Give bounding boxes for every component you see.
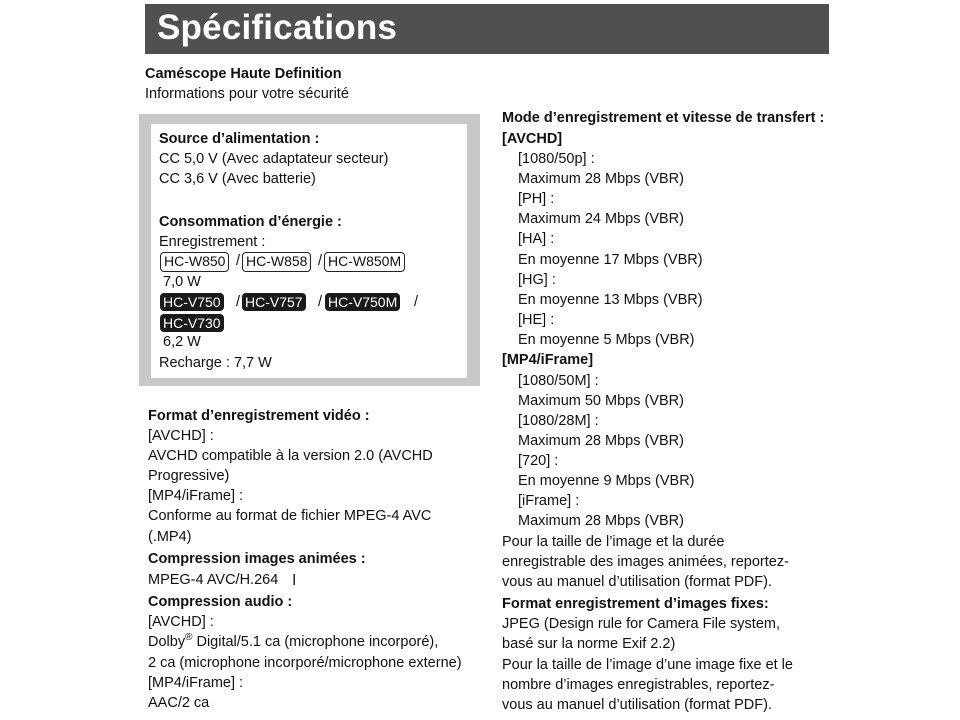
mode-value: En moyenne 13 Mbps (VBR)	[518, 292, 703, 308]
mode-label: [720] :	[518, 453, 559, 469]
still-format-heading: Format enregistrement d’images fixes:	[502, 596, 769, 612]
mode-value: En moyenne 5 Mbps (VBR)	[518, 332, 695, 348]
consumption-heading: Consommation d’énergie :	[159, 214, 342, 230]
separator: /	[318, 294, 323, 310]
model-badge: HC-V730	[160, 314, 224, 332]
note-line: Pour la taille de l’image et la durée	[502, 534, 725, 550]
power-value: 7,0 W	[163, 274, 201, 290]
spec-line: [AVCHD] :	[148, 428, 214, 444]
spec-line: [MP4/iFrame] :	[148, 488, 244, 504]
power-heading: Source d’alimentation :	[159, 131, 320, 147]
note-line: enregistrable des images animées, reportez-	[502, 554, 789, 570]
spec-line: [MP4/iFrame] :	[148, 675, 244, 691]
safety-subheading: Informations pour votre sécurité	[145, 86, 349, 102]
separator: /	[318, 253, 323, 269]
mode-heading: Mode d’enregistrement et vitesse de transfert :	[502, 110, 825, 126]
model-badge: HC-V750	[160, 293, 224, 311]
spec-line: Dolby® Digital/5.1 ca (microphone incorporé),	[148, 632, 439, 650]
video-compression-heading: Compression images animées :	[148, 551, 366, 567]
model-badge: HC-V750M	[325, 293, 400, 311]
mode-label: [1080/28M] :	[518, 413, 599, 429]
video-format-heading: Format d’enregistrement vidéo :	[148, 408, 370, 424]
spec-line: AVCHD compatible à la version 2.0 (AVCHD	[148, 448, 433, 464]
avchd-heading: [AVCHD]	[502, 131, 563, 147]
mode-label: [HG] :	[518, 272, 556, 288]
separator: /	[236, 253, 241, 269]
mode-label: [HA] :	[518, 231, 555, 247]
mode-label: [1080/50M] :	[518, 373, 599, 389]
note-line: Pour la taille de l’image d’une image fixe et le	[502, 657, 793, 673]
mode-label: [1080/50p] :	[518, 151, 595, 167]
mode-value: Maximum 24 Mbps (VBR)	[518, 211, 684, 227]
note-line: vous au manuel d’utilisation (format PDF).	[502, 697, 772, 713]
model-badge: HC-W850M	[324, 252, 405, 272]
mode-label: [PH] :	[518, 191, 555, 207]
mode-value: En moyenne 9 Mbps (VBR)	[518, 473, 695, 489]
mode-value: Maximum 28 Mbps (VBR)	[518, 433, 684, 449]
page-title: Spécifications	[157, 8, 398, 47]
model-badge: HC-V757	[242, 293, 306, 311]
text-cursor-icon: I	[292, 571, 297, 589]
separator: /	[414, 294, 419, 310]
note-line: vous au manuel d’utilisation (format PDF).	[502, 574, 772, 590]
model-badge: HC-W858	[242, 252, 311, 272]
spec-line: (.MP4)	[148, 529, 192, 545]
product-heading: Caméscope Haute Definition	[145, 66, 342, 82]
audio-compression-heading: Compression audio :	[148, 594, 293, 610]
spec-line: AAC/2 ca	[148, 695, 210, 711]
mode-value: Maximum 50 Mbps (VBR)	[518, 393, 684, 409]
recharge-value: Recharge : 7,7 W	[159, 355, 272, 371]
mode-value: Maximum 28 Mbps (VBR)	[518, 513, 684, 529]
spec-line: JPEG (Design rule for Camera File system,	[502, 616, 780, 632]
spec-line: MPEG-4 AVC/H.264	[148, 572, 279, 588]
mode-value: Maximum 28 Mbps (VBR)	[518, 171, 684, 187]
spec-line: Progressive)	[148, 468, 230, 484]
page-title-bar	[145, 4, 829, 54]
model-badge: HC-W850	[160, 252, 229, 272]
mode-label: [iFrame] :	[518, 493, 580, 509]
spec-line: Conforme au format de fichier MPEG-4 AVC	[148, 508, 432, 524]
power-value: 6,2 W	[163, 334, 201, 350]
spec-line: basé sur la norme Exif 2.2)	[502, 636, 676, 652]
mode-label: [HE] :	[518, 312, 555, 328]
power-line: CC 3,6 V (Avec batterie)	[159, 171, 316, 187]
spec-line: 2 ca (microphone incorporé/microphone externe)	[148, 655, 462, 671]
note-line: nombre d’images enregistrables, reportez-	[502, 677, 775, 693]
power-line: CC 5,0 V (Avec adaptateur secteur)	[159, 151, 389, 167]
separator: /	[236, 294, 241, 310]
mode-value: En moyenne 17 Mbps (VBR)	[518, 252, 703, 268]
mp4-heading: [MP4/iFrame]	[502, 352, 594, 368]
recording-label: Enregistrement :	[159, 234, 266, 250]
spec-line: [AVCHD] :	[148, 614, 214, 630]
